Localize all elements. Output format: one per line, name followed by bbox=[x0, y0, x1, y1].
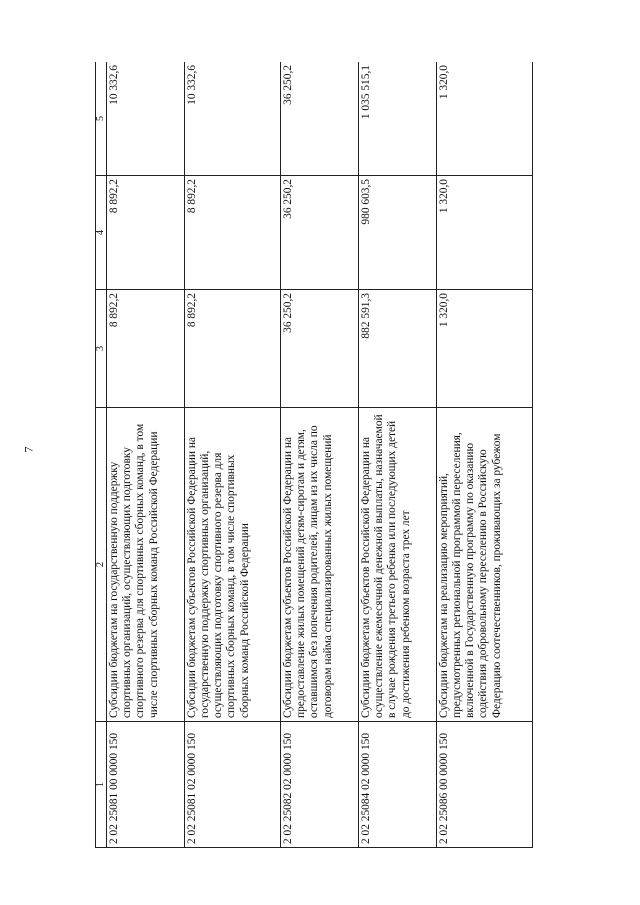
header-col-1: 1 bbox=[96, 722, 107, 848]
table-row bbox=[184, 62, 280, 848]
budget-table bbox=[95, 62, 533, 848]
table-rotator bbox=[95, 62, 533, 848]
amount-col-4: 36 250,2 bbox=[281, 176, 359, 290]
amount-col-4: 1 320,0 bbox=[436, 176, 532, 290]
amount-col-3: 36 250,2 bbox=[281, 290, 359, 408]
table-header-row bbox=[96, 62, 107, 848]
budget-item-name: Субсидии бюджетам субъектов Российской Федерации на государственную поддержку спортивных организаций, осуществляющих подготовку спортивного резерва для спортивных сборных команд, в том числе спортивных сборных команд Российской Федерации bbox=[184, 408, 280, 722]
budget-code: 2 02 25086 00 0000 150 bbox=[436, 722, 532, 848]
amount-col-5: 10 332,6 bbox=[184, 62, 280, 176]
header-col-3: 3 bbox=[96, 290, 107, 408]
budget-item-name: Субсидии бюджетам на реализацию мероприятий, предусмотренных региональной программой переселения, включенной в Государственную программу по оказанию содействия добровольному переселению в Российскую Федерацию соотечественников, проживающих за рубежом bbox=[436, 408, 532, 722]
amount-col-4: 8 892,2 bbox=[184, 176, 280, 290]
header-col-4: 4 bbox=[96, 176, 107, 290]
budget-code: 2 02 25082 02 0000 150 bbox=[281, 722, 359, 848]
amount-col-3: 1 320,0 bbox=[436, 290, 532, 408]
header-col-2: 2 bbox=[96, 408, 107, 722]
amount-col-5: 1 035 515,1 bbox=[358, 62, 436, 176]
table-row bbox=[281, 62, 359, 848]
budget-table-container bbox=[95, 62, 533, 848]
budget-item-name: Субсидии бюджетам субъектов Российской Федерации на осуществление ежемесячной денежной выплаты, назначаемой в случае рождения третьего ребенка или последующих детей до достижения ребенком возраста трех лет bbox=[358, 408, 436, 722]
amount-col-3: 8 892,2 bbox=[107, 290, 185, 408]
table-row bbox=[436, 62, 532, 848]
header-col-5: 5 bbox=[96, 62, 107, 176]
budget-item-name: Субсидии бюджетам субъектов Российской Федерации на предоставление жилых помещений детям-сиротам и детям, оставшимся без попечения родителей, лицам из их числа по договорам найма специализированных жилых помещений bbox=[281, 408, 359, 722]
budget-code: 2 02 25081 00 0000 150 bbox=[107, 722, 185, 848]
table-row bbox=[107, 62, 185, 848]
budget-code: 2 02 25084 02 0000 150 bbox=[358, 722, 436, 848]
amount-col-4: 8 892,2 bbox=[107, 176, 185, 290]
amount-col-5: 10 332,6 bbox=[107, 62, 185, 176]
amount-col-5: 1 320,0 bbox=[436, 62, 532, 176]
amount-col-5: 36 250,2 bbox=[281, 62, 359, 176]
amount-col-4: 980 603,5 bbox=[358, 176, 436, 290]
page-number: 7 bbox=[21, 446, 36, 453]
budget-item-name: Субсидии бюджетам на государственную поддержку спортивных организаций, осуществляющих подготовку спортивного резерва для спортивных сборных команд, в том числе спортивных сборных команд Российской Федерации bbox=[107, 408, 185, 722]
amount-col-3: 8 892,2 bbox=[184, 290, 280, 408]
table-row bbox=[358, 62, 436, 848]
budget-code: 2 02 25081 02 0000 150 bbox=[184, 722, 280, 848]
amount-col-3: 882 591,3 bbox=[358, 290, 436, 408]
